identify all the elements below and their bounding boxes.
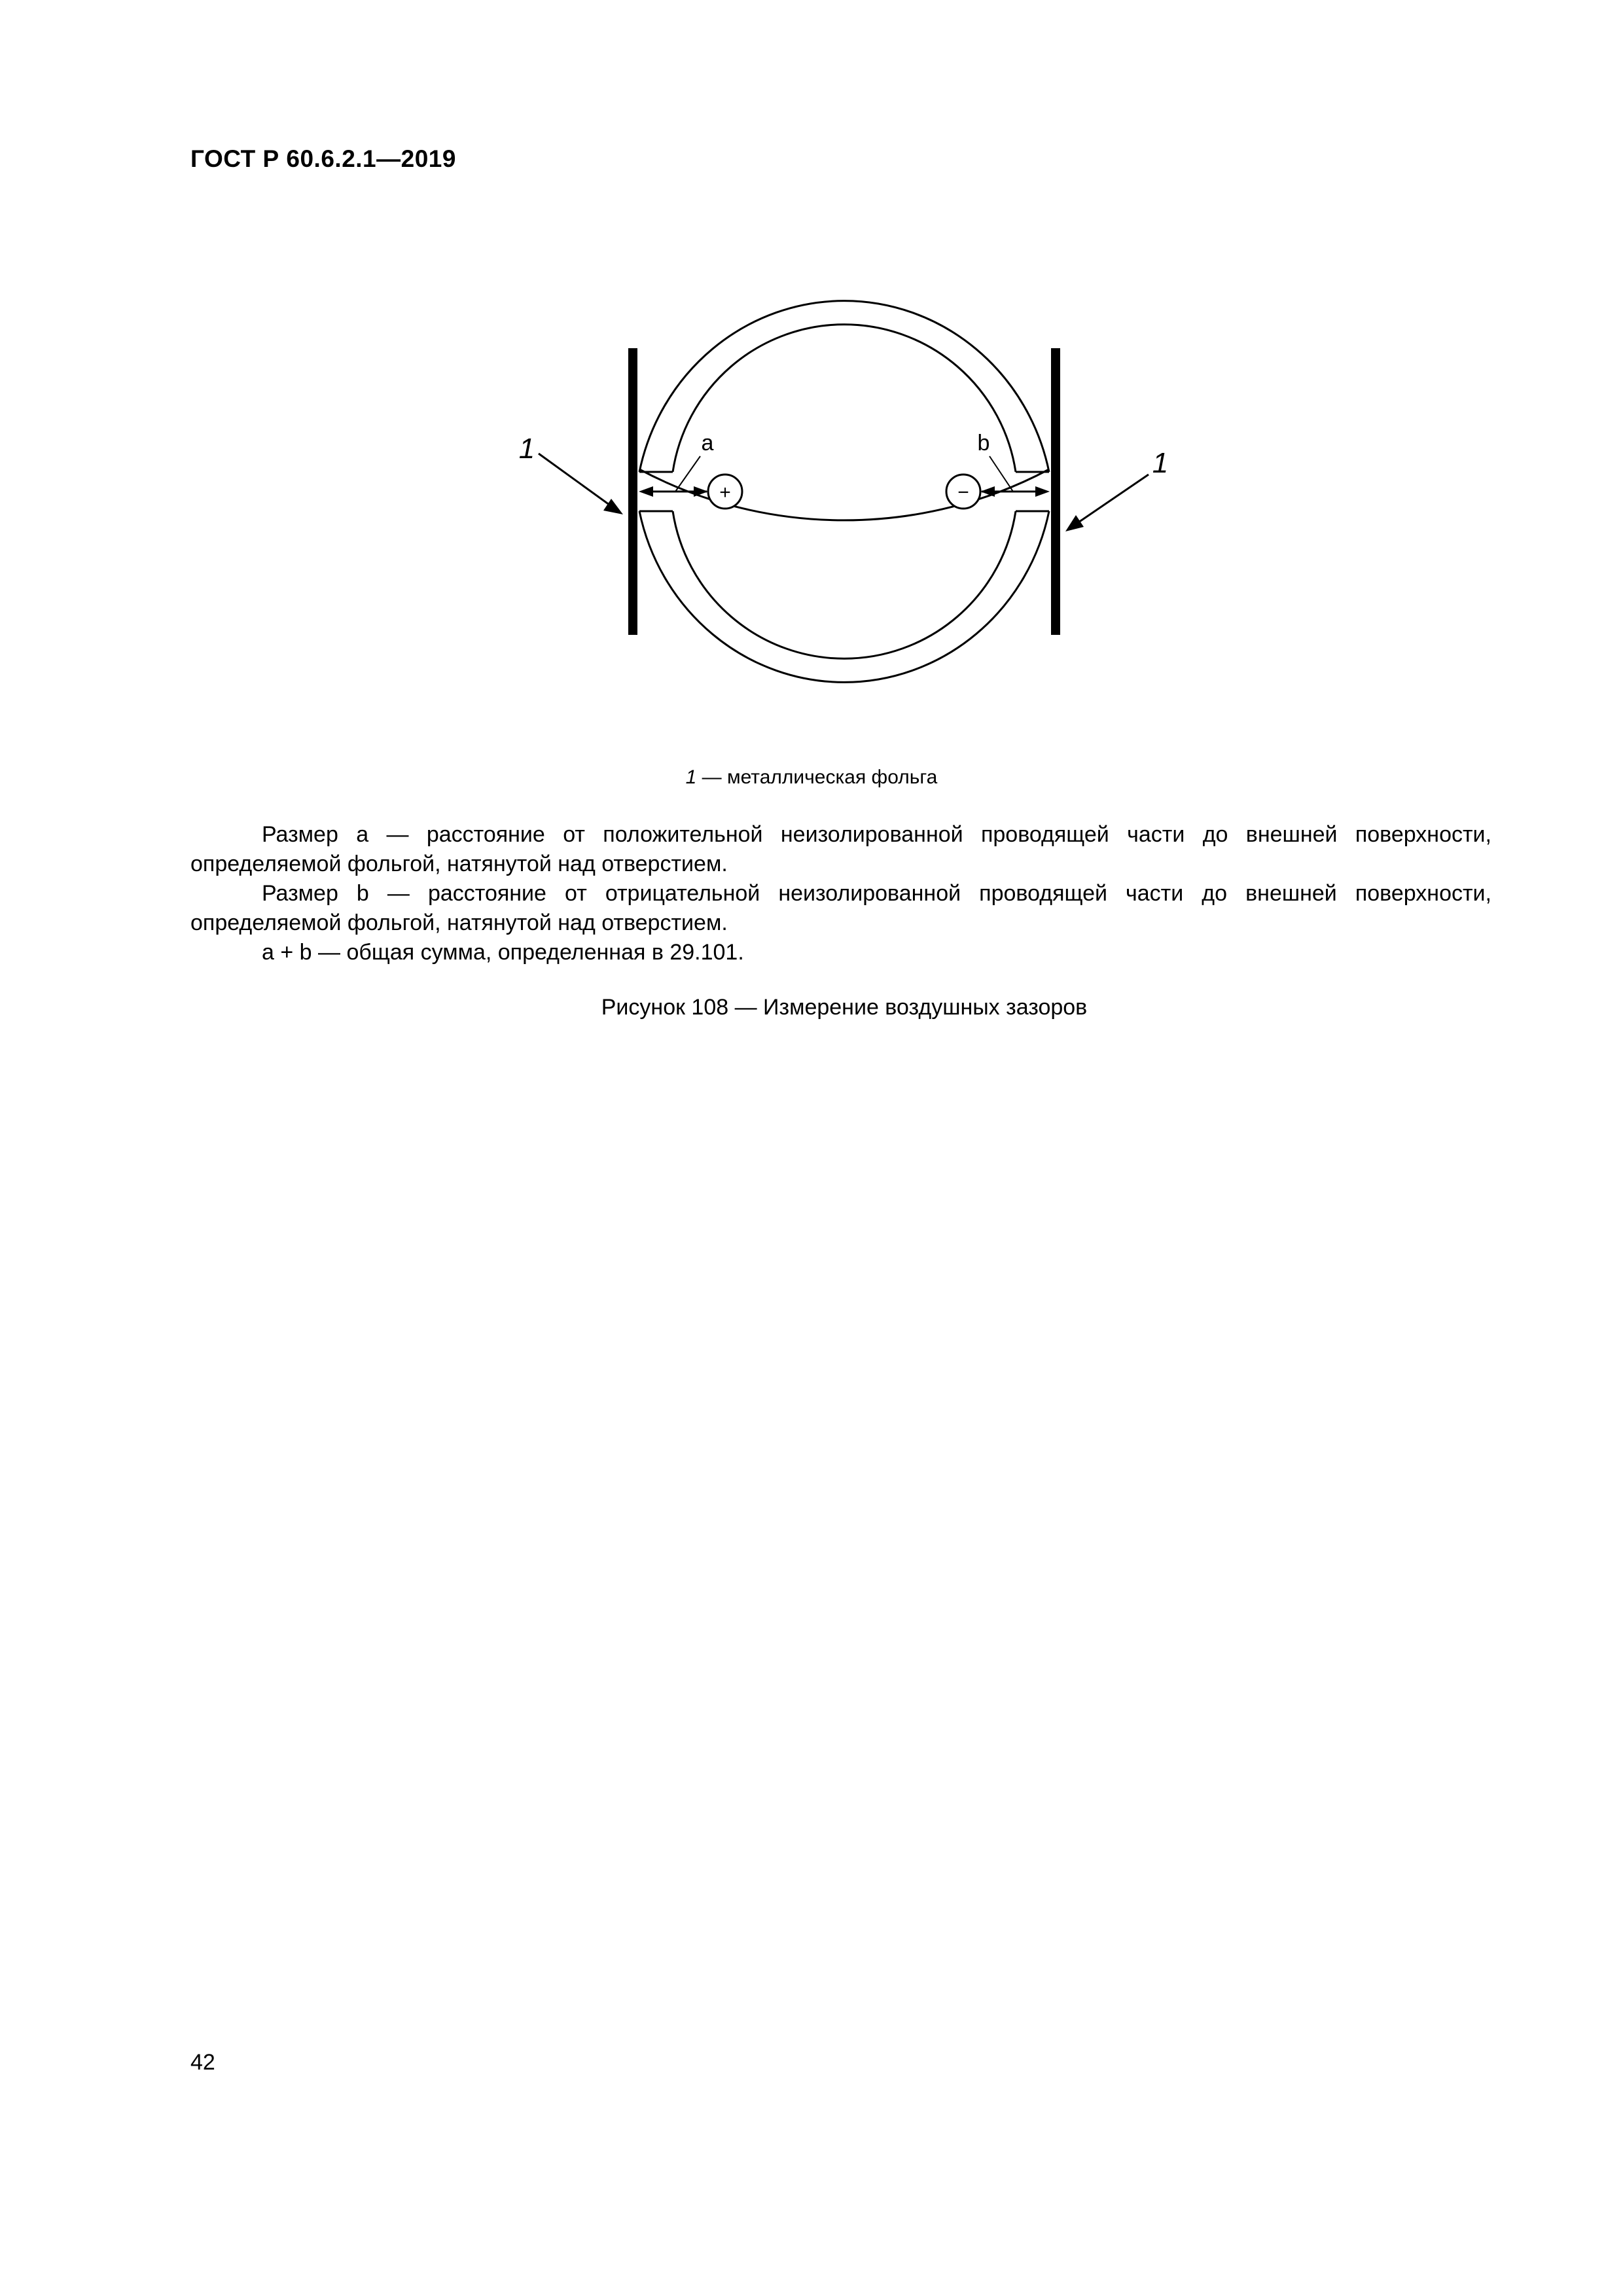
callout-arrow-right bbox=[1065, 475, 1149, 531]
figure-diagram bbox=[0, 0, 1623, 785]
figure-caption: Рисунок 108 — Измерение воздушных зазоров bbox=[601, 995, 1088, 1020]
positive-terminal-sign: + bbox=[719, 482, 731, 503]
negative-terminal-sign: − bbox=[957, 482, 969, 503]
paragraph-dimension-a: Размер a — расстояние от положительной неизолированной проводящей части до внешней поверхности, определяемой фольгой, натянутой над отверстием. bbox=[190, 822, 1491, 876]
callout-label-left: 1 bbox=[518, 433, 535, 465]
dimension-a-label: a bbox=[701, 431, 714, 456]
dimension-b-arrow bbox=[980, 456, 1050, 497]
dimension-a-arrow bbox=[639, 456, 708, 497]
figure-legend bbox=[0, 766, 1623, 789]
housing-outer-contour-lower bbox=[639, 511, 1049, 682]
housing-outer-contour bbox=[639, 469, 1049, 520]
page-number: 42 bbox=[190, 2050, 215, 2075]
metal-foil-right bbox=[1051, 348, 1060, 635]
callout-label-right: 1 bbox=[1152, 447, 1169, 479]
paragraph-sum: a + b — общая сумма, определенная в 29.101. bbox=[262, 940, 744, 965]
paragraph-dimension-b: Размер b — расстояние от отрицательной неизолированной проводящей части до внешней поверхности, определяемой фольгой, натянутой над отверстием. bbox=[190, 881, 1491, 935]
figure-air-gap-measurement bbox=[0, 0, 1623, 785]
legend-text: — металлическая фольга bbox=[696, 766, 938, 788]
housing-inner-contour-lower bbox=[673, 511, 1016, 658]
metal-foil-left bbox=[628, 348, 637, 635]
figure-notes bbox=[190, 820, 1491, 967]
dimension-b-label: b bbox=[977, 431, 990, 456]
callout-arrow-left bbox=[539, 454, 623, 514]
housing-inner-contour-upper bbox=[673, 325, 1016, 472]
document-header: ГОСТ Р 60.6.2.1—2019 bbox=[190, 145, 456, 172]
legend-number: 1 bbox=[685, 766, 697, 788]
